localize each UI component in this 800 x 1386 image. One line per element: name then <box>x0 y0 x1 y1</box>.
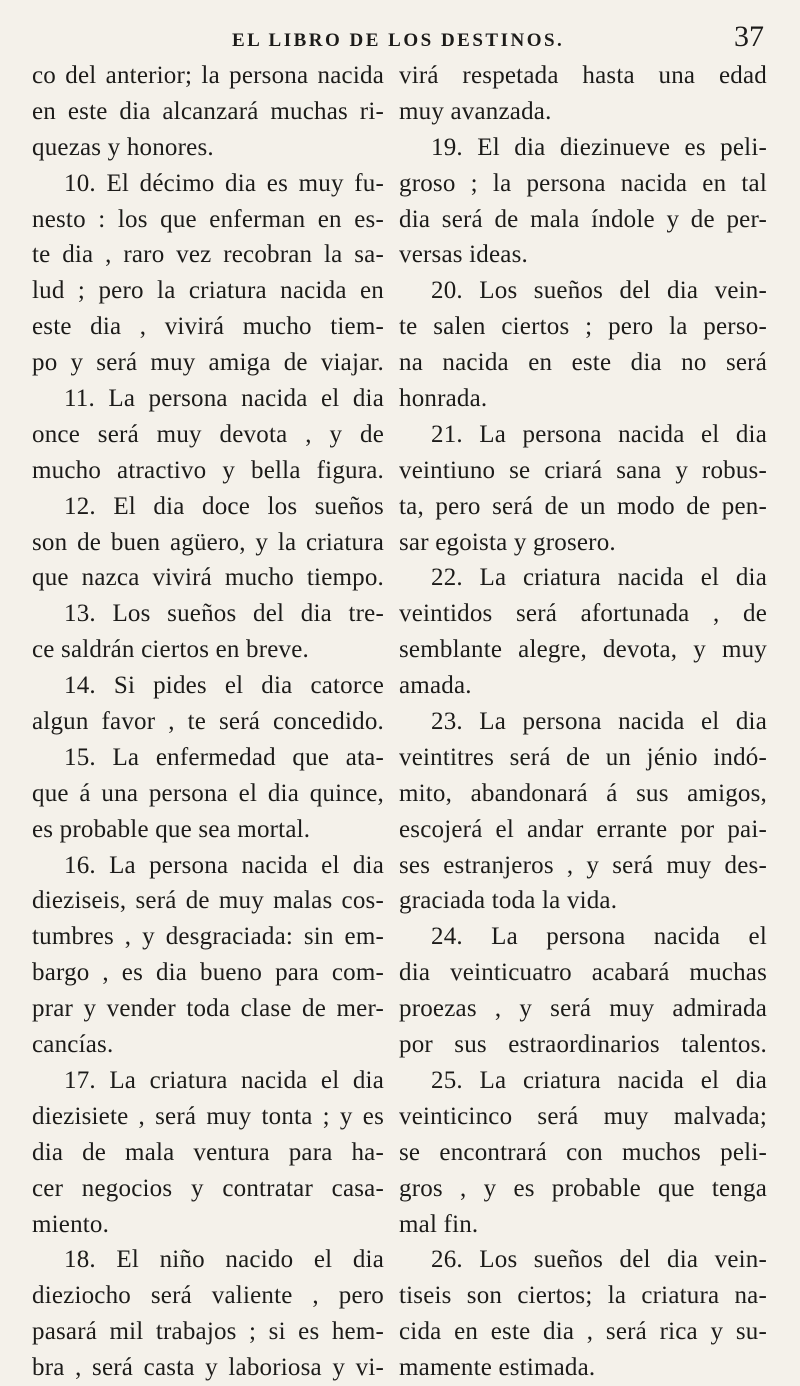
text-line: veintiuno se criará sana y robus- <box>399 456 767 484</box>
text-line: 10. El décimo dia es muy fu- <box>64 169 384 197</box>
text-line: cida en este dia , será rica y su- <box>399 1318 767 1346</box>
text-line: 16. La persona nacida el dia <box>64 851 384 879</box>
text-line: veinticinco será muy malvada; <box>399 1102 767 1130</box>
text-line: este dia , vivirá mucho tiem- <box>32 313 384 341</box>
text-line: dia de mala ventura para ha- <box>32 1138 384 1166</box>
text-line: gros , y es probable que tenga <box>399 1174 767 1202</box>
text-line: veintidos será afortunada , de <box>399 600 767 628</box>
text-line: te dia , raro vez recobran la sa- <box>32 241 384 269</box>
text-line: 18. El niño nacido el dia <box>64 1246 384 1274</box>
text-line: quezas y honores. <box>32 133 214 161</box>
text-line: na nacida en este dia no será <box>399 349 767 377</box>
text-line: muy avanzada. <box>399 97 552 125</box>
text-line: sar egoista y grosero. <box>399 528 616 556</box>
text-line: se encontrará con muchos peli- <box>399 1138 767 1166</box>
text-line: te salen ciertos ; pero la perso- <box>399 313 767 341</box>
text-line: 11. La persona nacida el dia <box>64 385 384 413</box>
text-line: graciada toda la vida. <box>399 887 618 915</box>
text-line: que nazca vivirá mucho tiempo. <box>32 564 384 592</box>
text-line: ses estranjeros , y será muy des- <box>399 851 767 879</box>
text-line: lud ; pero la criatura nacida en <box>32 277 384 305</box>
text-line: en este dia alcanzará muchas ri- <box>32 97 384 125</box>
text-line: 20. Los sueños del dia vein- <box>431 277 767 305</box>
text-line: 17. La criatura nacida el dia <box>64 1066 384 1094</box>
text-line: pasará mil trabajos ; si es hem- <box>32 1318 384 1346</box>
text-line: miento. <box>32 1210 110 1238</box>
text-line: dia será de mala índole y de per- <box>399 205 767 233</box>
text-line: 22. La criatura nacida el dia <box>431 564 767 592</box>
text-line: proezas , y será muy admirada <box>399 995 767 1023</box>
text-line: 26. Los sueños del dia vein- <box>431 1246 767 1274</box>
text-line: co del anterior; la persona nacida <box>32 62 384 89</box>
text-line: po y será muy amiga de viajar. <box>32 349 384 377</box>
text-line: cer negocios y contratar casa- <box>32 1174 384 1202</box>
text-line: 12. El dia doce los sueños <box>64 492 384 520</box>
text-line: semblante alegre, devota, y muy <box>399 636 767 664</box>
text-line: ta, pero será de un modo de pen- <box>399 492 767 520</box>
text-line: versas ideas. <box>399 241 528 269</box>
left-column <box>32 58 384 1386</box>
text-line: virá respetada hasta una edad <box>399 62 767 89</box>
text-line: mito, abandonará á sus amigos, <box>399 779 767 807</box>
text-line: 13. Los sueños del dia tre- <box>64 600 384 628</box>
text-line: nesto : los que enferman en es- <box>32 205 384 233</box>
page-number: 37 <box>734 20 764 53</box>
text-line: tumbres , y desgraciada: sin em- <box>32 923 384 951</box>
text-line: dieziocho será valiente , pero <box>32 1282 384 1310</box>
text-line: dieziseis, será de muy malas cos- <box>32 887 384 915</box>
text-line: son de buen agüero, y la criatura <box>32 528 384 556</box>
text-line: amada. <box>399 672 472 700</box>
text-line: 14. Si pides el dia catorce <box>64 672 384 700</box>
text-line: bra , será casta y laboriosa y vi- <box>32 1354 384 1382</box>
running-title: EL LIBRO DE LOS DESTINOS. <box>232 30 565 51</box>
text-line: 25. La criatura nacida el dia <box>431 1066 767 1094</box>
text-line: mucho atractivo y bella figura. <box>32 456 384 484</box>
text-line: 19. El dia diezinueve es peli- <box>431 133 767 161</box>
text-line: cancías. <box>32 1031 114 1059</box>
text-line: 21. La persona nacida el dia <box>431 420 767 448</box>
text-line: bargo , es dia bueno para com- <box>32 959 384 987</box>
text-line: diezisiete , será muy tonta ; y es <box>32 1102 384 1130</box>
text-line: mal fin. <box>399 1210 479 1238</box>
text-line: groso ; la persona nacida en tal <box>399 169 767 197</box>
right-column <box>399 58 767 1386</box>
text-line: por sus estraordinarios talentos. <box>399 1031 767 1059</box>
text-line: prar y vender toda clase de mer- <box>32 995 384 1023</box>
text-line: dia veinticuatro acabará muchas <box>399 959 767 987</box>
text-line: 24. La persona nacida el <box>431 923 767 951</box>
text-line: mamente estimada. <box>399 1354 596 1382</box>
text-line: es probable que sea mortal. <box>32 815 311 843</box>
text-line: 15. La enfermedad que ata- <box>64 743 384 771</box>
text-line: que á una persona el dia quince, <box>32 779 384 807</box>
running-head <box>0 18 800 58</box>
text-line: 23. La persona nacida el dia <box>431 708 767 736</box>
text-line: escojerá el andar errante por pai- <box>399 815 767 843</box>
text-line: veintitres será de un jénio indó- <box>399 743 767 771</box>
text-line: ce saldrán ciertos en breve. <box>32 636 309 664</box>
text-line: once será muy devota , y de <box>32 420 384 448</box>
text-line: tiseis son ciertos; la criatura na- <box>399 1282 767 1310</box>
text-line: honrada. <box>399 385 488 413</box>
text-line: algun favor , te será concedido. <box>32 708 384 736</box>
